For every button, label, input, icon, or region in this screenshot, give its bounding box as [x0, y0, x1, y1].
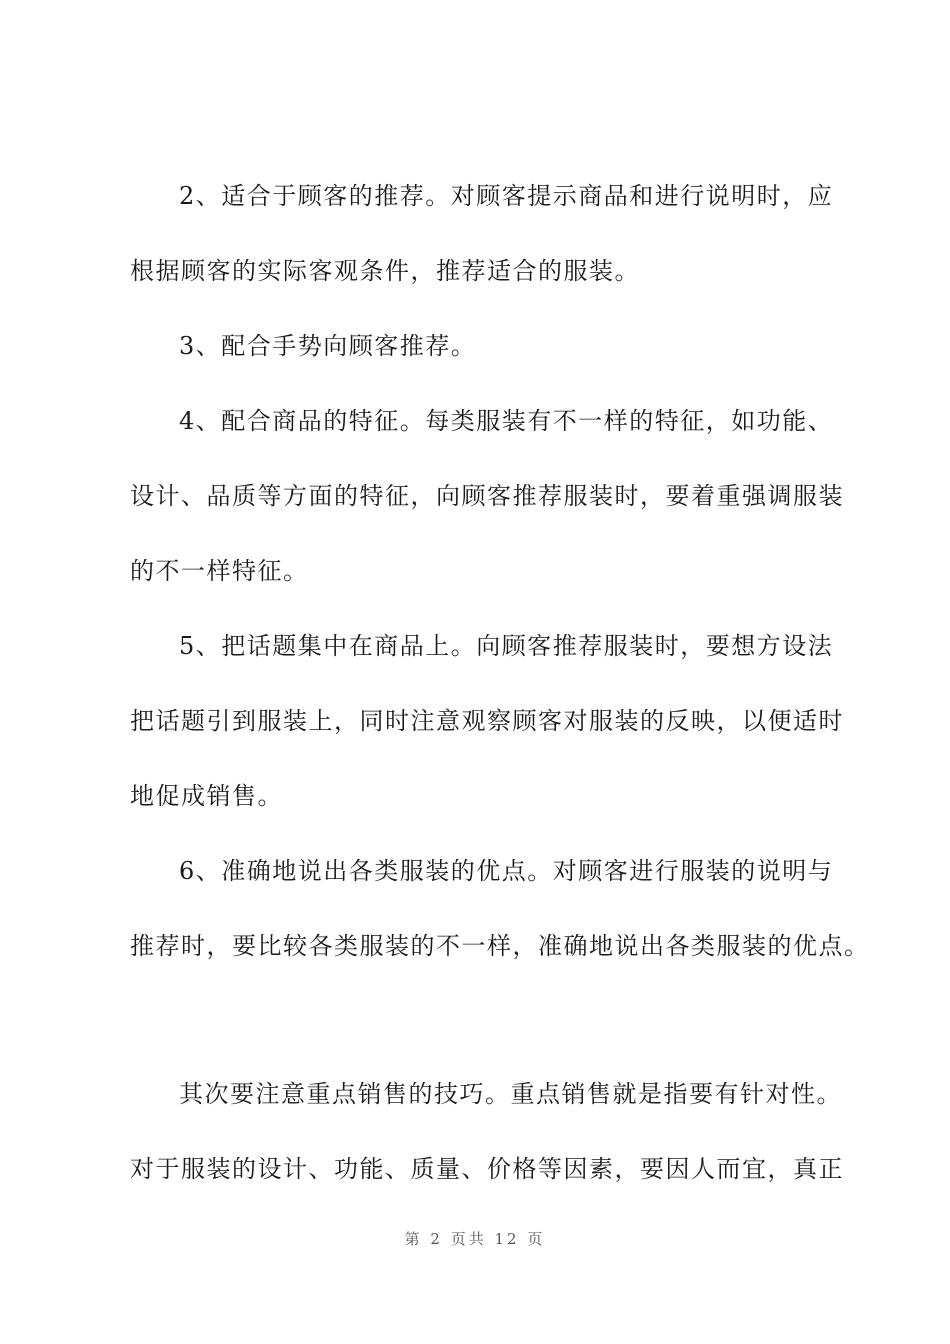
text-line: 对于服装的设计、功能、质量、价格等因素，要因人而宜，真正 — [130, 1155, 844, 1183]
text-line: 把话题引到服装上，同时注意观察顾客对服装的反映，以便适时 — [130, 707, 844, 735]
text-line: 其次要注意重点销售的技巧。重点销售就是指要有针对性。 — [179, 1080, 842, 1108]
text-line: 5、把话题集中在商品上。向顾客推荐服装时，要想方设法 — [179, 632, 834, 660]
text-line: 3、配合手势向顾客推荐。 — [179, 332, 477, 360]
text-line: 设计、品质等方面的特征，向顾客推荐服装时，要着重强调服装 — [130, 482, 844, 510]
text-line: 推荐时，要比较各类服装的不一样，准确地说出各类服装的优点。 — [130, 932, 870, 960]
page-number-footer: 第 2 页共 12 页 — [404, 1230, 546, 1248]
text-line: 6、准确地说出各类服装的优点。对顾客进行服装的说明与 — [179, 857, 834, 885]
text-line: 4、配合商品的特征。每类服装有不一样的特征，如功能、 — [179, 407, 834, 435]
text-line: 2、适合于顾客的推荐。对顾客提示商品和进行说明时，应 — [179, 182, 834, 210]
text-line: 地促成销售。 — [130, 782, 283, 810]
text-line: 根据顾客的实际客观条件，推荐适合的服装。 — [130, 257, 640, 285]
text-line: 的不一样特征。 — [130, 557, 309, 585]
